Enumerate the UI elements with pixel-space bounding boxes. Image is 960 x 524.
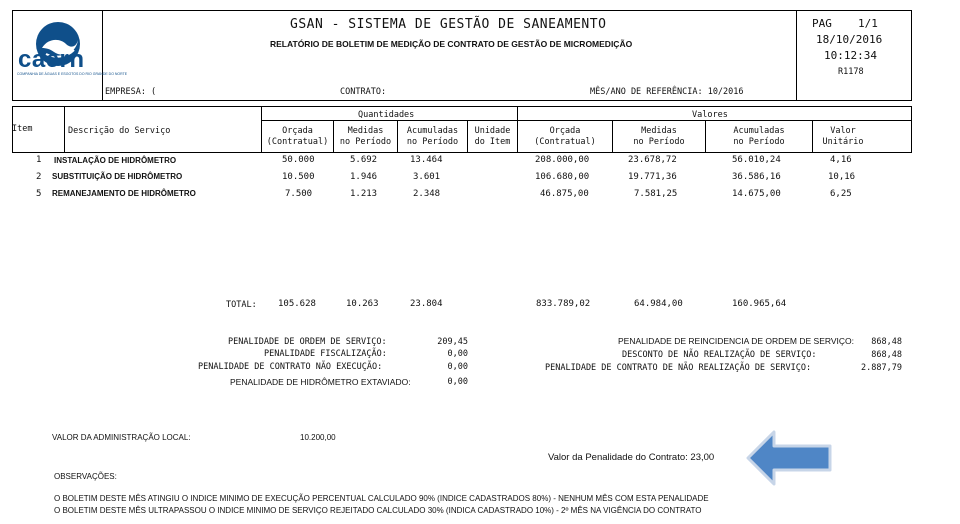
col-item: Item [12,124,33,134]
col-v-medidas: Medidas no Período [633,126,685,147]
row-v-medidas: 7.581,25 [634,189,678,199]
table-top-line [12,106,912,107]
row-v-unitario: 10,16 [828,172,856,182]
penalty-label: PENALIDADE FISCALIZAÇÃO: [264,349,387,359]
row-v-medidas: 19.771,36 [628,172,677,182]
mes-referencia: MÊS/ANO DE REFERÊNCIA: 10/2016 [590,87,744,97]
total-q-acumuladas: 23.804 [410,299,443,309]
penalty-label: DESCONTO DE NÃO REALIZAÇÃO DE SERVIÇO: [622,350,817,360]
report-title: RELATÓRIO DE BOLETIM DE MEDIÇÃO DE CONTRATO DE GESTÃO DE MICROMEDIÇÃO [270,39,633,49]
row-q-acumuladas: 13.464 [410,155,443,165]
total-q-orcada: 105.628 [278,299,316,309]
total-v-acumuladas: 160.965,64 [732,299,787,309]
penalty-label: PENALIDADE DE REINCIDENCIA DE ORDEM DE SERVIÇO: [618,336,855,346]
penalty-label: PENALIDADE DE CONTRATO DE NÃO REALIZAÇÃO DE SERVIÇO: [545,363,812,373]
observacoes-label: OBSERVAÇÕES: [54,472,117,481]
admin-local-label: VALOR DA ADMINISTRAÇÃO LOCAL: [52,433,191,442]
total-v-medidas: 64.984,00 [634,299,683,309]
row-v-orcada: 106.680,00 [535,172,590,182]
table-header-bottom [12,152,912,153]
row-desc: REMANEJAMENTO DE HIDRÔMETRO [52,189,196,198]
penalty-value: 209,45 [437,337,468,347]
col-q-medidas: Medidas no Período [339,126,392,147]
col-descricao: Descrição do Serviço [68,126,171,136]
penalidade-contrato: Valor da Penalidade do Contrato: 23,00 [548,452,715,463]
admin-local-value: 10.200,00 [300,433,336,442]
logo-tagline: COMPANHIA DE ÁGUAS E ESGOTOS DO RIO GRANDE DO NORTE [17,72,128,76]
th-v-1 [64,106,65,153]
row-q-medidas: 5.692 [350,155,378,165]
penalty-value: 868,48 [871,350,902,360]
frame-logo-divider [102,10,103,100]
report-date: 18/10/2016 [816,33,883,46]
empresa-label: EMPRESA: ( [105,87,157,97]
row-v-unitario: 4,16 [830,155,852,165]
total-v-orcada: 833.789,02 [536,299,591,309]
row-desc: SUBSTITUIÇÃO DE HIDRÔMETRO [52,172,183,181]
frame-right [911,10,912,100]
penalty-value: 0,00 [447,377,468,387]
row-v-orcada: 46.875,00 [540,189,589,199]
row-q-orcada: 50.000 [282,155,315,165]
system-title: GSAN - SISTEMA DE GESTÃO DE SANEAMENTO [290,17,607,32]
penalty-label: PENALIDADE DE ORDEM DE SERVIÇO: [228,337,387,347]
row-q-medidas: 1.946 [350,172,378,182]
logo-text: caern [18,46,85,73]
row-q-orcada: 7.500 [285,189,313,199]
frame-header-bottom [12,100,912,101]
frame-page-divider [796,10,797,100]
page-label: PAG [812,17,832,30]
penalty-label: PENALIDADE DE HIDRÔMETRO EXTAVIADO: [230,377,411,387]
report-code: R1178 [838,67,864,77]
penalty-value: 2.887,79 [861,363,902,373]
row-q-orcada: 10.500 [282,172,315,182]
penalty-label: PENALIDADE DE CONTRATO NÃO EXECUÇÃO: [198,362,383,372]
penalty-value: 0,00 [447,349,468,359]
row-item: 2 [36,172,42,182]
total-q-medidas: 10.263 [346,299,379,309]
row-v-acumuladas: 56.010,24 [732,155,781,165]
col-v-orcada: Orçada (Contratual) [534,126,596,147]
observacao-line: O BOLETIM DESTE MÊS ATINGIU O INDICE MINIMO DE EXECUÇÃO PERCENTUAL CALCULADO 90% (INDICE CADASTRADOS 80%) - NENHUM MÊS COM ESTA PENALIDADE [54,494,709,503]
group-valores: Valores [692,110,728,120]
contrato-label: CONTRATO: [340,87,387,97]
penalty-value: 868,48 [871,337,902,347]
col-q-acumuladas: Acumuladas no Período [406,126,459,147]
col-q-orcada: Orçada (Contratual) [266,126,329,147]
row-q-medidas: 1.213 [350,189,378,199]
row-v-acumuladas: 36.586,16 [732,172,781,182]
arrow-left-icon [744,428,836,488]
th-v-10 [911,106,912,153]
row-q-acumuladas: 2.348 [413,189,441,199]
page-value: 1/1 [858,17,878,30]
penalty-value: 0,00 [447,362,468,372]
row-item: 1 [36,155,42,165]
row-v-acumuladas: 14.675,00 [732,189,781,199]
total-label: TOTAL: [226,300,257,310]
group-quantidades: Quantidades [358,110,415,120]
row-item: 5 [36,189,42,199]
row-v-orcada: 208.000,00 [535,155,590,165]
frame-top [12,10,912,11]
row-q-acumuladas: 3.601 [413,172,441,182]
report-time: 10:12:34 [824,49,877,62]
col-v-unitario: Valor Unitário [822,126,864,147]
col-v-acumuladas: Acumuladas no Período [733,126,785,147]
row-v-medidas: 23.678,72 [628,155,677,165]
row-v-unitario: 6,25 [830,189,852,199]
col-q-unidade: Unidade do Item [474,126,511,147]
observacao-line: O BOLETIM DESTE MÊS ULTRAPASSOU O INDICE MINIMO DE SERVIÇO REJEITADO CALCULADO 30% (INDICA CADASTRADO 10%) - 2º MÊS NA VIGÊNCIA DO CONTRATO [54,506,702,515]
row-desc: INSTALAÇÃO DE HIDRÔMETRO [54,156,177,165]
